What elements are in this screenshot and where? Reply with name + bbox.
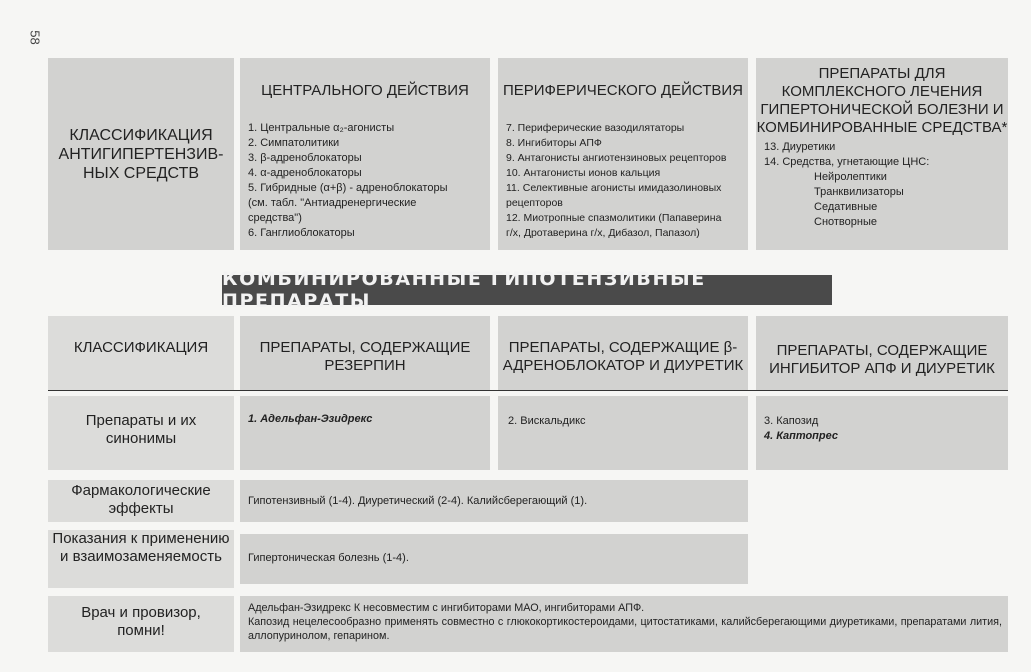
list-item: г/х, Дротаверина г/х, Дибазол, Папазол) (506, 227, 700, 239)
list-item: 11. Селективные агонисты имидазолиновых (506, 182, 722, 194)
central-action-list (248, 121, 488, 241)
list-item: 10. Антагонисты ионов кальция (506, 167, 661, 179)
drug-name: 2. Вискальдикс (508, 415, 586, 427)
table-header-label: ПРЕПАРАТЫ, СОДЕРЖАЩИЕ РЕЗЕРПИН (259, 339, 471, 374)
row-label-indications: Показания к применению и взаимозаменяемость (52, 530, 230, 565)
complex-treatment-header: ПРЕПАРАТЫ ДЛЯ КОМПЛЕКСНОГО ЛЕЧЕНИЯ ГИПЕРТОНИЧЕСКОЙ БОЛЕЗНИ И КОМБИНИРОВАННЫЕ СРЕДСТВА* (756, 65, 1008, 136)
list-item: 2. Симпатолитики (248, 137, 340, 149)
indications-text: Гипертоническая болезнь (1-4). (248, 552, 409, 564)
table-header-label: ПРЕПАРАТЫ, СОДЕРЖАЩИЕ β-АДРЕНОБЛОКАТОР И ДИУРЕТИК (502, 339, 744, 374)
row-label-synonyms: Препараты и их синонимы (85, 412, 197, 447)
list-item: 14. Средства, угнетающие ЦНС: (764, 156, 930, 168)
list-item: 13. Диуретики (764, 141, 836, 153)
peripheral-action-header: ПЕРИФЕРИЧЕСКОГО ДЕЙСТВИЯ (502, 82, 743, 99)
ace-drug-list (764, 414, 1004, 444)
table-header-label: КЛАССИФИКАЦИЯ (73, 339, 209, 356)
remember-line: Капозид нецелесообразно применять совместно с глюкокортикостероидами, цитостатиками, калийсберегающими диуретиками, препаратами лития, аллопуринолом, гепарином. (248, 616, 1002, 642)
list-item: 1. Центральные α₂-агонисты (248, 122, 395, 134)
list-item: 5. Гибридные (α+β) - адреноблокаторы (248, 182, 448, 194)
reserpine-drugs-cell (240, 396, 490, 470)
list-item: 4. α-адреноблокаторы (248, 167, 362, 179)
section-banner: КОМБИНИРОВАННЫЕ ГИПОТЕНЗИВНЫЕ ПРЕПАРАТЫ (222, 275, 832, 305)
list-subitem: Транквилизаторы (814, 186, 904, 198)
drug-name: 1. Адельфан-Эзидрекс (248, 413, 373, 425)
remember-text (248, 601, 1002, 643)
list-subitem: Нейролептики (814, 171, 887, 183)
list-item: рецепторов (506, 197, 563, 209)
complex-treatment-list (764, 140, 1004, 230)
list-item: 8. Ингибиторы АПФ (506, 137, 602, 149)
table-header-label: ПРЕПАРАТЫ, СОДЕРЖАЩИЕ ИНГИБИТОР АПФ И ДИУРЕТИК (769, 342, 995, 377)
remember-line: Адельфан-Эзидрекс К несовместим с ингибиторами МАО, ингибиторами АПФ. (248, 602, 645, 614)
page-number: 58 (27, 30, 43, 45)
drug-name: 3. Капозид (764, 415, 819, 427)
drug-name: 4. Каптопрес (764, 430, 838, 442)
central-action-header: ЦЕНТРАЛЬНОГО ДЕЙСТВИЯ (261, 82, 469, 99)
list-subitem: Седативные (814, 201, 878, 213)
list-item: 3. β-адреноблокаторы (248, 152, 362, 164)
header-divider (48, 390, 1008, 391)
list-item: 6. Ганглиоблокаторы (248, 227, 355, 239)
list-item: средства") (248, 212, 302, 224)
list-item: 7. Периферические вазодилятаторы (506, 122, 685, 134)
list-item: 12. Миотропные спазмолитики (Папаверина (506, 212, 722, 224)
effects-text: Гипотензивный (1-4). Диуретический (2-4). Калийсберегающий (1). (248, 495, 588, 507)
list-item: 9. Антагонисты ангиотензиновых рецепторов (506, 152, 727, 164)
beta-drugs-cell (498, 396, 748, 470)
row-label-effects: Фармакологические эффекты (71, 482, 211, 517)
peripheral-action-list (506, 121, 748, 241)
classification-title: КЛАССИФИКАЦИЯ АНТИГИПЕРТЕНЗИВ-НЫХ СРЕДСТВ (58, 127, 224, 182)
row-label-remember: Врач и провизор, помни! (81, 604, 201, 639)
list-item: (см. табл. "Антиадренергические (248, 197, 417, 209)
list-subitem: Снотворные (814, 216, 877, 228)
